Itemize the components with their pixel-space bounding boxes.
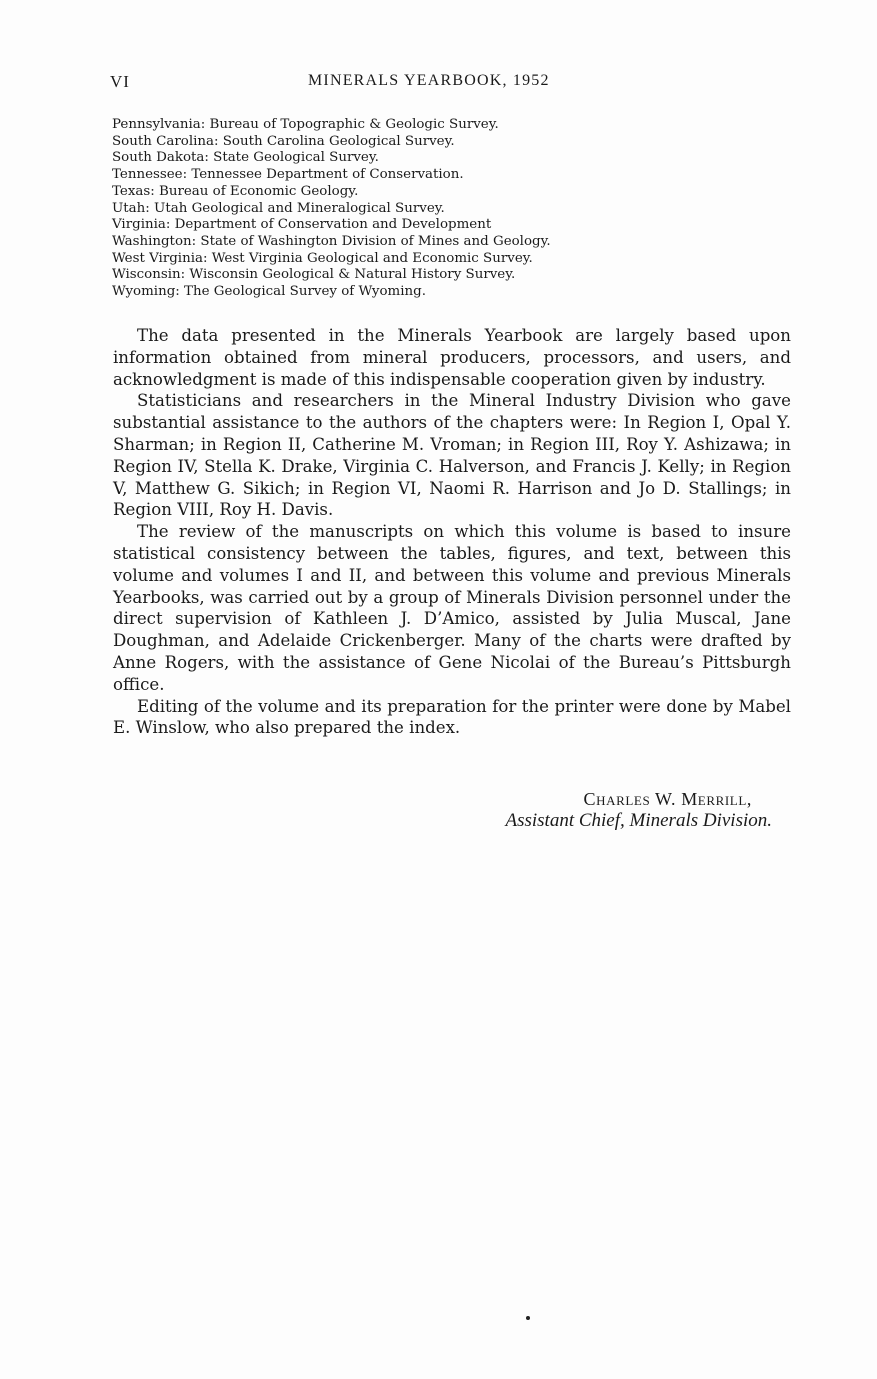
- signatory-title: Assistant Chief, Minerals Division.: [505, 810, 772, 831]
- agency-item-virginia: Virginia: Department of Conservation and Development: [112, 217, 492, 233]
- agency-item-pennsylvania: Pennsylvania: Bureau of Topographic & Geologic Survey.: [112, 117, 499, 132]
- page-number: VI: [110, 72, 130, 91]
- signature-block: [380, 788, 772, 832]
- paragraph-statisticians: Statisticians and researchers in the Mineral Industry Division who gave substantial assistance to the authors of the chapters were: In Region I, Opal Y. Sharman; in Region II, Catherine M. Vroman; in Region III, Roy Y. Ashizawa; in Region IV, Stella K. Drake, Virginia C. Halverson, and Francis J. Kelly; in Region V, Matthew G. Sikich; in Region VI, Naomi R. Harrison and Jo D. Stallings; in Region VIII, Roy H. Davis.: [113, 391, 791, 520]
- paragraph-data-sources: The data presented in the Minerals Yearbook are largely based upon information obtained from mineral producers, processors, and users, and acknowledgment is made of this indispensable cooperation given by industry.: [113, 326, 791, 389]
- page-header: [110, 72, 790, 96]
- agency-item-texas: Texas: Bureau of Economic Geology.: [112, 183, 359, 199]
- agency-item-wyoming: Wyoming: The Geological Survey of Wyoming.: [112, 284, 426, 300]
- agency-item-west-virginia: West Virginia: West Virginia Geological and Economic Survey.: [112, 250, 533, 266]
- signatory-name: Charles W. Merrill,: [583, 789, 752, 809]
- paragraph-editing: Editing of the volume and its preparation for the printer were done by Mabel E. Winslow, who also prepared the index.: [113, 696, 791, 738]
- print-speck: [526, 1316, 530, 1320]
- agency-item-tennessee: Tennessee: Tennessee Department of Conservation.: [112, 167, 464, 183]
- agency-item-washington: Washington: State of Washington Division of Mines and Geology.: [112, 233, 551, 249]
- acknowledgments-body: [113, 325, 791, 739]
- agency-item-utah: Utah: Utah Geological and Mineralogical Survey.: [112, 200, 445, 216]
- paragraph-manuscript-review: The review of the manuscripts on which this volume is based to insure statistical consistency between the tables, figures, and text, between this volume and volumes I and II, and between this volume and previous Minerals Yearbooks, was carried out by a group of Minerals Division personnel under the direct supervision of Kathleen J. D’Amico, assisted by Julia Muscal, Jane Doughman, and Adelaide Crickenberger. Many of the charts were drafted by Anne Rogers, with the assistance of Gene Nicolai of the Bureau’s Pittsburgh office.: [113, 522, 791, 694]
- state-agency-list: [112, 117, 792, 301]
- agency-item-south-dakota: South Dakota: State Geological Survey.: [112, 150, 379, 166]
- running-title: MINERALS YEARBOOK, 1952: [308, 72, 550, 89]
- agency-item-south-carolina: South Carolina: South Carolina Geological Survey.: [112, 133, 455, 149]
- agency-item-wisconsin: Wisconsin: Wisconsin Geological & Natural History Survey.: [112, 267, 516, 283]
